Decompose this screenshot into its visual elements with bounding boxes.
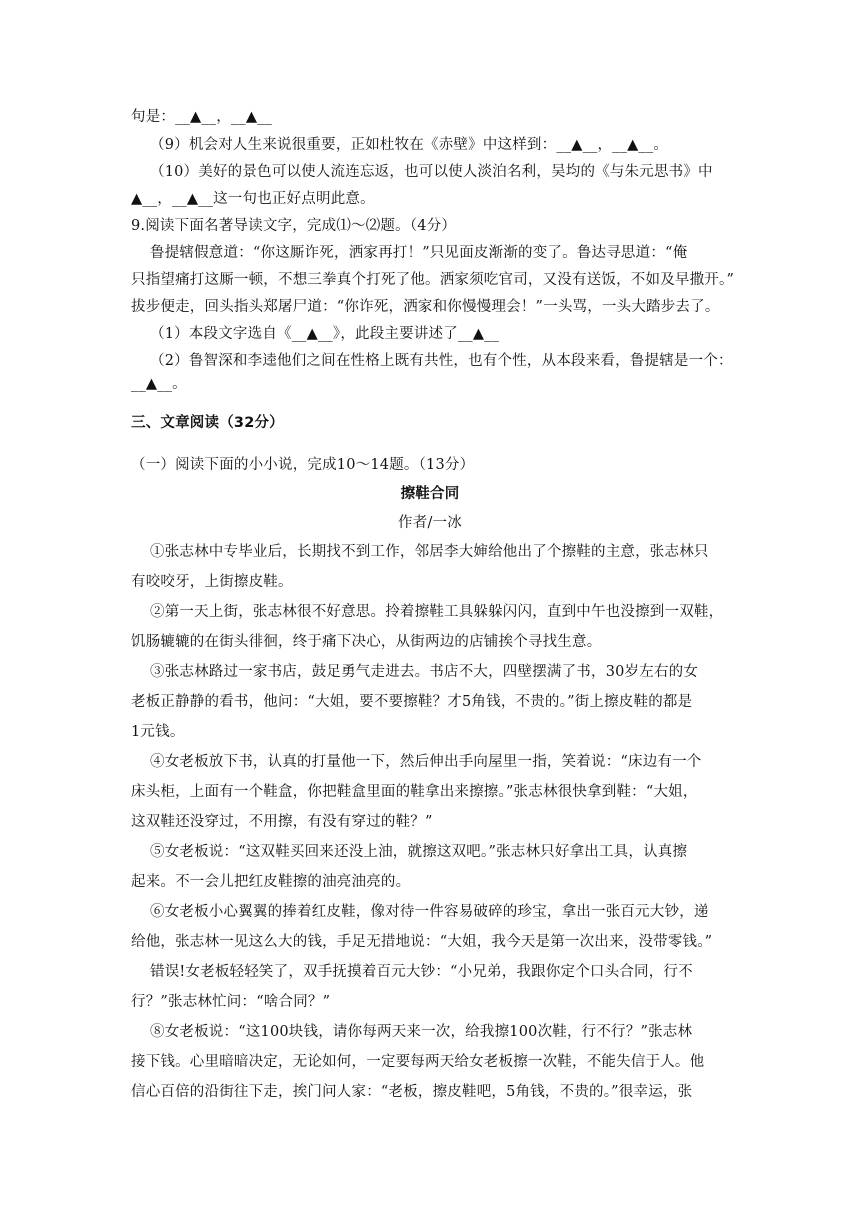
paragraph-3: 老板正静静的看书，他问：“大姐，要不要擦鞋？才5角钱，不贵的。”街上擦皮鞋的都是 (131, 694, 693, 710)
text-line: ▲__，__▲__这一句也正好点明此意。 (131, 191, 375, 207)
text-line: 句是：__▲__，__▲__ (131, 109, 273, 125)
paragraph-7: 错误!女老板轻轻笑了，双手抚摸着百元大钞：“小兄弟，我跟你定个口头合同，行不 (150, 964, 693, 980)
paragraph-3: ③张志林路过一家书店，鼓足勇气走进去。书店不大，四壁摆满了书，30岁左右的女 (150, 664, 699, 680)
part-instruction: （一）阅读下面的小小说，完成10～14题。（13分） (131, 457, 475, 473)
paragraph-7: 行？”张志林忙问：“啥合同？” (131, 994, 331, 1010)
sub-question-1: （1）本段文字选自《__▲__》，此段主要讲述了__▲__ (150, 326, 500, 342)
question-9-header: 9.阅读下面名著导读文字，完成⑴～⑵题。（4分） (131, 218, 457, 234)
excerpt-line: 拔步便走，回头指头郑屠尸道：“你诈死，洒家和你慢慢理会！”一头骂，一头大踏步去了。 (131, 299, 720, 315)
paragraph-8: 信心百倍的沿街往下走，挨门问人家：“老板，擦皮鞋吧，5角钱，不贵的。”很幸运，张 (131, 1084, 693, 1100)
excerpt-line: 鲁提辖假意道：“你这厮诈死，洒家再打！”只见面皮渐渐的变了。鲁达寻思道：“俺 (150, 245, 688, 261)
paragraph-8: ⑧女老板说：“这100块钱，请你每两天来一次，给我擦100次鞋，行不行？”张志林 (150, 1024, 693, 1040)
paragraph-3: 1元钱。 (131, 724, 185, 740)
paragraph-4: 床头柜，上面有一个鞋盒，你把鞋盒里面的鞋拿出来擦擦。”张志林很快拿到鞋：“大姐， (131, 784, 698, 800)
excerpt-line: 只指望痛打这厮一顿，不想三拳真个打死了他。洒家须吃官司，又没有送饭，不如及早撒开。” (131, 272, 735, 288)
paragraph-6: 给他，张志林一见这么大的钱，手足无措地说：“大姐，我今天是第一次出来，没带零钱。” (131, 934, 713, 950)
story-author: 作者/一冰 (398, 515, 462, 531)
paragraph-4: ④女老板放下书，认真的打量他一下，然后伸出手向屋里一指，笑着说：“床边有一个 (150, 754, 702, 770)
paragraph-2: 饥肠辘辘的在街头徘徊，终于痛下决心，从街两边的店铺挨个寻找生意。 (131, 634, 602, 650)
paragraph-5: 起来。不一会儿把红皮鞋擦的油亮油亮的。 (131, 874, 411, 890)
paragraph-2: ②第一天上街，张志林很不好意思。拎着擦鞋工具躲躲闪闪，直到中午也没擦到一双鞋， (150, 604, 724, 620)
paragraph-8: 接下钱。心里暗暗决定，无论如何，一定要每两天给女老板擦一次鞋，不能失信于人。他 (131, 1054, 705, 1070)
story-title: 擦鞋合同 (400, 486, 460, 502)
text-line: __▲__。 (131, 376, 187, 392)
question-10-blank: （10）美好的景色可以使人流连忘返，也可以使人淡泊名利，吴均的《与朱元思书》中 (150, 164, 713, 180)
paragraph-4: 这双鞋还没穿过，不用擦，有没有穿过的鞋？” (131, 814, 433, 830)
paragraph-1: ①张志林中专毕业后，长期找不到工作，邻居李大婶给他出了个擦鞋的主意，张志林只 (150, 544, 709, 560)
question-9-blank: （9）机会对人生来说很重要，正如杜牧在《赤壁》中这样到：__▲__，__▲__。 (150, 137, 669, 153)
paragraph-5: ⑤女老板说：“这双鞋买回来还没上油，就擦这双吧。”张志林只好拿出工具，认真擦 (150, 844, 688, 860)
sub-question-2: （2）鲁智深和李逵他们之间在性格上既有共性，也有个性，从本段来看，鲁提辖是一个： (150, 353, 733, 369)
paragraph-1: 有咬咬牙，上街擦皮鞋。 (131, 574, 293, 590)
section-heading: 三、文章阅读（32分） (131, 415, 284, 431)
paragraph-6: ⑥女老板小心翼翼的捧着红皮鞋，像对待一件容易破碎的珍宝，拿出一张百元大钞，递 (150, 904, 709, 920)
